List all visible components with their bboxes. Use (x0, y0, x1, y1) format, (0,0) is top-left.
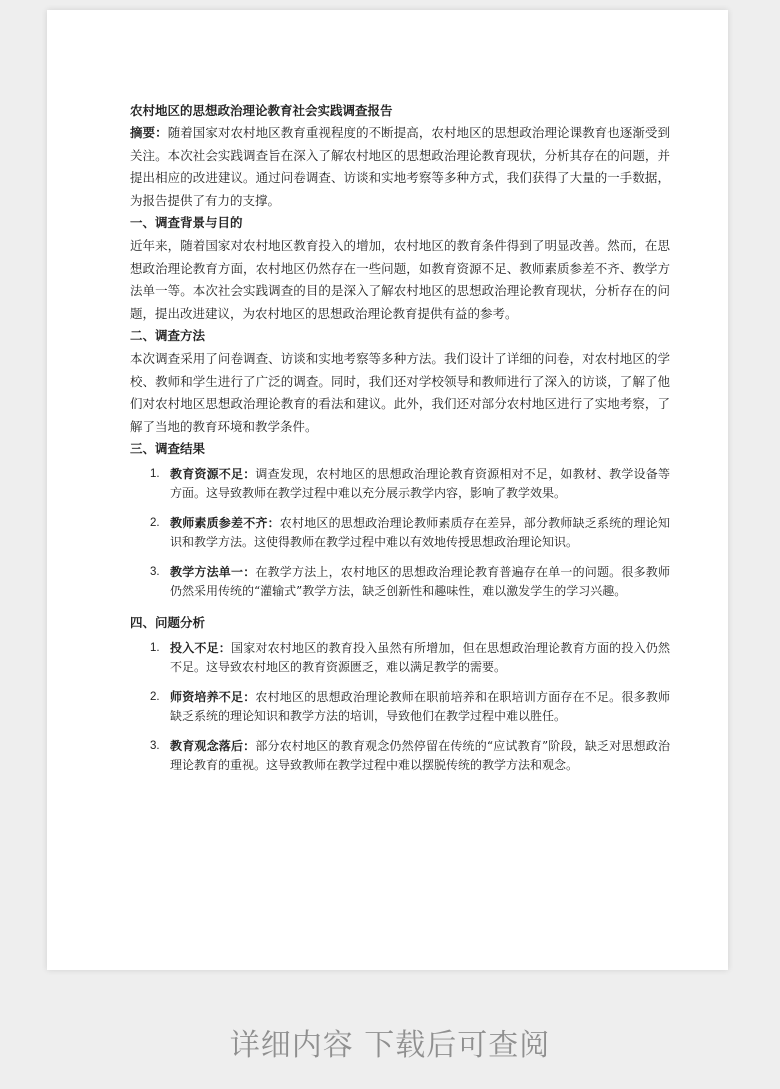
list-item-number: 1. (150, 641, 160, 654)
section-paragraph-background: 近年来，随着国家对农村地区教育投入的增加，农村地区的教育条件得到了明显改善。然而，在思想政治理论教育方面，农村地区仍然存在一些问题，如教育资源不足、教师素质参差不齐、教学方法单一等。本次社会实践调查的目的是深入了解农村地区的思想政治理论教育现状，分析存在的问题，提出改进建议，为农村地区的思想政治理论教育提供有益的参考。 (130, 237, 670, 321)
list-item-number: 3. (150, 739, 160, 752)
document-content (130, 100, 670, 786)
abstract-text: 随着国家对农村地区教育重视程度的不断提高，农村地区的思想政治理论课教育也逐渐受到关注。本次社会实践调查旨在深入了解农村地区的思想政治理论教育现状，分析其存在的问题，并提出相应的改进建议。通过问卷调查、访谈和实地考察等多种方式，我们获得了大量的一手数据，为报告提供了有力的支撑。 (130, 125, 670, 208)
list-item-label: 教师素质参差不齐： (170, 515, 280, 530)
section-paragraph-methods: 本次调查采用了问卷调查、访谈和实地考察等多种方法。我们设计了详细的问卷，对农村地区的学校、教师和学生进行了广泛的调查。同时，我们还对学校领导和教师进行了深入的访谈，了解了他们对农村地区思想政治理论教育的看法和建议。此外，我们还对部分农村地区进行了实地考察，了解了当地的教育环境和教学条件。 (130, 350, 670, 434)
document-title: 农村地区的思想政治理论教育社会实践调查报告 (130, 103, 393, 118)
section-heading-methods: 二、调查方法 (130, 328, 206, 344)
list-item-label: 教育观念落后： (170, 738, 256, 753)
list-item-text: 调查发现，农村地区的思想政治理论教育资源相对不足，如教材、教学设备等方面。这导致教师在教学过程中难以充分展示教学内容，影响了教学效果。 (170, 466, 670, 500)
abstract (130, 122, 670, 212)
section-heading-results: 三、调查结果 (130, 441, 206, 457)
list-item-text: 部分农村地区的教育观念仍然停留在传统的“应试教育”阶段，缺乏对思想政治理论教育的重视。这导致教师在教学过程中难以摆脱传统的教学方法和观念。 (170, 738, 670, 772)
list-item (130, 688, 670, 726)
list-item (130, 639, 670, 677)
list-item-label: 教育资源不足： (170, 466, 256, 481)
download-hint: 详细内容 下载后可查阅 (229, 1028, 551, 1063)
list-item-number: 3. (150, 565, 160, 578)
list-item-label: 投入不足： (170, 640, 231, 655)
abstract-label: 摘要： (130, 125, 168, 140)
list-item-number: 1. (150, 467, 160, 480)
list-item-label: 师资培养不足： (170, 689, 256, 704)
section-heading-background: 一、调查背景与目的 (130, 215, 243, 231)
list-item-text: 农村地区的思想政治理论教师素质存在差异，部分教师缺乏系统的理论知识和教学方法。这使得教师在教学过程中难以有效地传授思想政治理论知识。 (170, 515, 670, 549)
list-item-text: 国家对农村地区的教育投入虽然有所增加，但在思想政治理论教育方面的投入仍然不足。这导致农村地区的教育资源匮乏，难以满足教学的需要。 (170, 640, 670, 674)
list-item (130, 465, 670, 503)
analysis-list (130, 639, 670, 775)
list-item-number: 2. (150, 516, 160, 529)
section-heading-analysis: 四、问题分析 (130, 614, 206, 630)
list-item-label: 教学方法单一： (170, 564, 256, 579)
list-item-text: 在教学方法上，农村地区的思想政治理论教育普遍存在单一的问题。很多教师仍然采用传统的“灌输式”教学方法，缺乏创新性和趣味性，难以激发学生的学习兴趣。 (170, 564, 670, 598)
results-list (130, 465, 670, 601)
list-item (130, 563, 670, 601)
list-item (130, 514, 670, 552)
list-item (130, 737, 670, 775)
list-item-text: 农村地区的思想政治理论教师在职前培养和在职培训方面存在不足。很多教师缺乏系统的理论知识和教学方法的培训，导致他们在教学过程中难以胜任。 (170, 689, 670, 723)
list-item-number: 2. (150, 690, 160, 703)
document-page (47, 10, 728, 970)
